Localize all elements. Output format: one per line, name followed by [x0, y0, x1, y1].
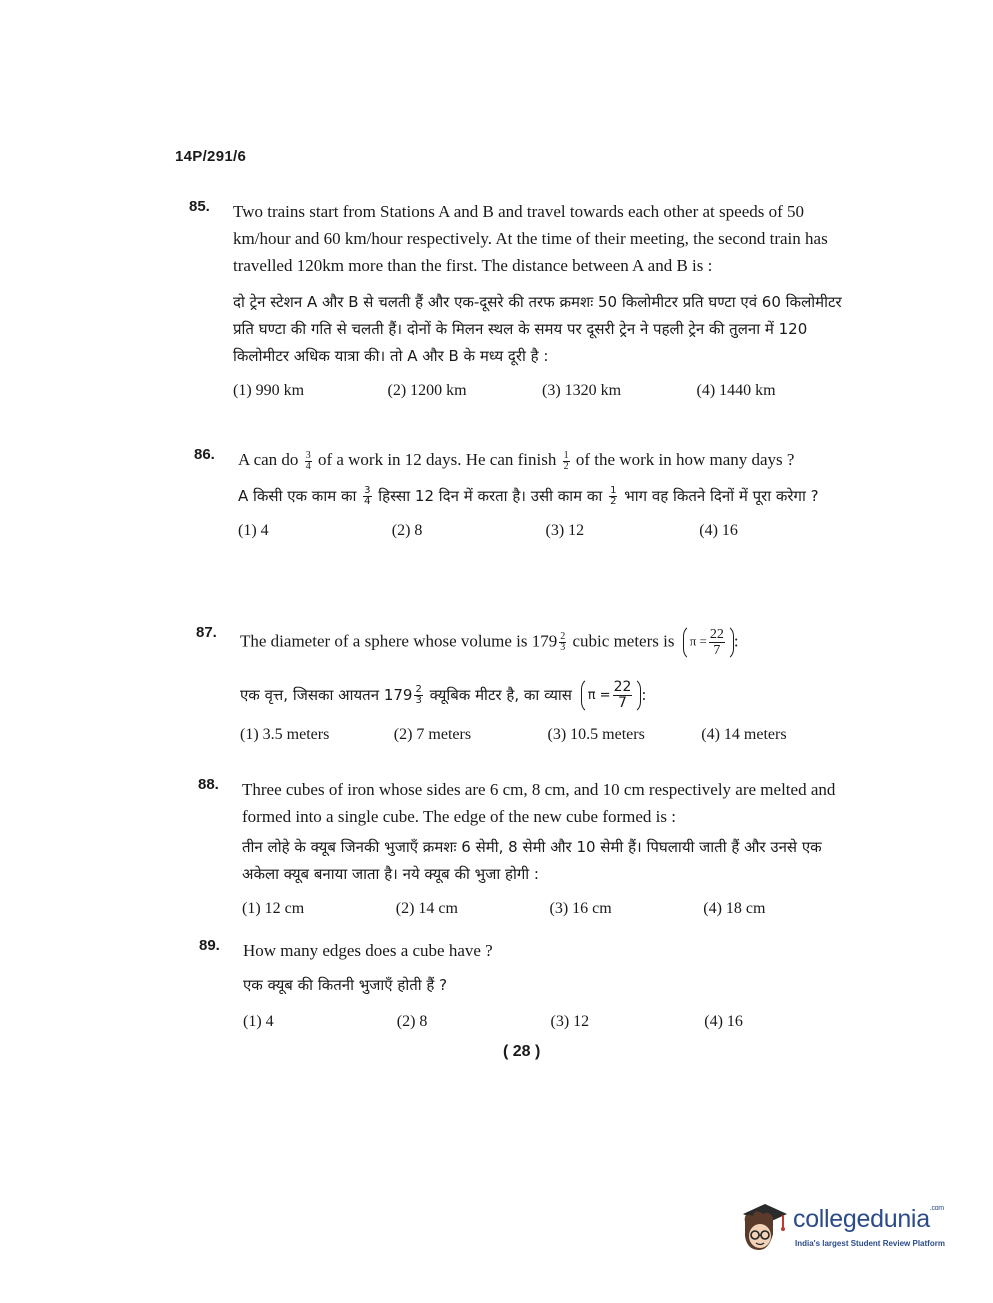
question-text-hindi: एक वृत्त, जिसका आयतन 179 $\frac{2}{3}$ क्यूबिक मीटर है, का व्यास π = $\frac{22}{7}$ : [240, 677, 855, 714]
question-85 [189, 198, 851, 400]
text-part: एक वृत्त, जिसका आयतन 179 [240, 686, 413, 704]
option-1: (1) 12 cm [242, 900, 305, 917]
option-1: (1) 990 km [233, 382, 305, 399]
option-2: (2) 1200 km [387, 382, 467, 399]
option-4: (4) 16 [704, 1013, 743, 1030]
pi-value: π = $\frac{22}{7}$ [581, 677, 642, 714]
mixed-fraction: $\frac{2}{3}$ [560, 631, 566, 653]
options [242, 900, 857, 918]
option-4: (4) 18 cm [703, 900, 766, 917]
page-number: ( 28 ) [503, 1043, 541, 1060]
text-part: A can do [238, 450, 299, 469]
text-part: The diameter of a sphere whose volume is 179 [240, 631, 558, 651]
question-text-english: Two trains start from Stations A and B and travel towards each other at speeds of 50 km/hour and 60 km/hour respectively. At the time of their meeting, the second train has travelled 120km more than the first. The distance between A and B is : [233, 202, 828, 275]
question-text-hindi [238, 483, 853, 510]
question-text-hindi: एक क्यूब की कितनी भुजाएँ होती हैं ? [243, 976, 448, 994]
question-text-english: Three cubes of iron whose sides are 6 cm, 8 cm, and 10 cm respectively are melted and formed into a single cube. The edge of the new cube formed is : [242, 780, 836, 826]
text-part: क्यूबिक मीटर है, का व्यास [429, 686, 572, 704]
question-text-hindi: तीन लोहे के क्यूब जिनकी भुजाएँ क्रमशः 6 सेमी, 8 सेमी और 10 सेमी हैं। पिघलायी जाती हैं और उनसे एक अकेला क्यूब बनाया जाता है। नये क्यूब की भुजा होगी : [242, 838, 822, 883]
option-2: (2) 14 cm [395, 900, 458, 917]
option-3: (3) 12 [550, 1013, 590, 1030]
option-2: (2) 8 [391, 522, 423, 539]
option-4: (4) 14 meters [701, 726, 787, 743]
question-88 [198, 776, 857, 918]
collegedunia-logo[interactable] [733, 1195, 963, 1260]
question-number: 88. [198, 776, 219, 793]
question-number: 86. [194, 446, 215, 463]
option-4: (4) 16 [699, 522, 738, 539]
option-3: (3) 16 cm [549, 900, 612, 917]
text-part: cubic meters is [572, 631, 675, 651]
text-part: भाग वह कितने दिनों में पूरा करेगा ? [624, 487, 819, 505]
mixed-fraction: $\frac{2}{3}$ [415, 684, 422, 706]
question-89 [199, 937, 858, 1031]
option-4: (4) 1440 km [696, 382, 776, 399]
text-part: of a work in 12 days. He can finish [317, 450, 557, 469]
paper-code: 14P/291/6 [175, 148, 247, 165]
text-part: हिस्सा 12 दिन में करता है। उसी काम का [378, 487, 603, 505]
options [233, 382, 851, 400]
question-87 [196, 624, 855, 744]
option-1: (1) 3.5 meters [240, 726, 330, 743]
options [238, 522, 853, 540]
fraction-three-quarters: $\frac{3}{4}$ [364, 485, 371, 507]
option-3: (3) 12 [545, 522, 585, 539]
brand-tagline: India's largest Student Review Platform [795, 1239, 945, 1248]
question-number: 89. [199, 937, 220, 954]
option-1: (1) 4 [238, 522, 269, 539]
question-86 [194, 446, 853, 540]
fraction-three-quarters: $\frac{3}{4}$ [305, 449, 311, 472]
option-3: (3) 1320 km [542, 382, 622, 399]
question-number: 87. [196, 624, 217, 641]
question-text-english: The diameter of a sphere whose volume is 179 $\frac{2}{3}$ cubic meters is π = $\frac{22}{7}$ : [240, 624, 855, 661]
option-1: (1) 4 [243, 1013, 274, 1030]
question-text-english: How many edges does a cube have ? [243, 941, 493, 960]
option-3: (3) 10.5 meters [547, 726, 645, 743]
options [243, 1013, 858, 1031]
option-2: (2) 8 [396, 1013, 428, 1030]
text-part: of the work in how many days ? [575, 450, 795, 469]
graduate-avatar-icon [733, 1198, 791, 1256]
fraction-one-half: $\frac{1}{2}$ [563, 449, 569, 472]
brand-name: collegedunia$^{.com}$ [793, 1205, 944, 1233]
question-text-english [238, 446, 853, 473]
question-number: 85. [189, 198, 210, 215]
options [240, 726, 855, 744]
text-part: A किसी एक काम का [238, 487, 357, 505]
fraction-one-half: $\frac{1}{2}$ [610, 485, 617, 507]
option-2: (2) 7 meters [393, 726, 472, 743]
question-text-hindi: दो ट्रेन स्टेशन A और B से चलती हैं और एक-दूसरे की तरफ क्रमशः 50 किलोमीटर प्रति घण्टा एवं 60 किलोमीटर प्रति घण्टा की गति से चलती हैं। दोनों के मिलन स्थल के समय पर दूसरी ट्रेन ने पहली ट्रेन की तुलना में 120 किलोमीटर अधिक यात्रा की। तो A और B के मध्य दूरी है : [233, 293, 842, 365]
pi-value: π = $\frac{22}{7}$ [683, 624, 734, 661]
